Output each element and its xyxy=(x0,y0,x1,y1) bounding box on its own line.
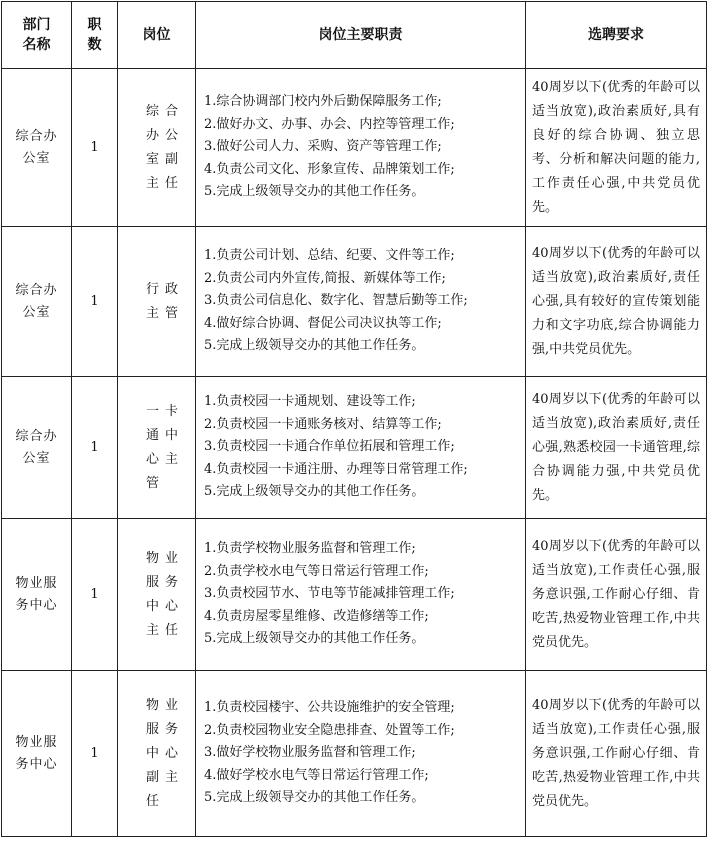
duty-item: 2.负责校园一卡通账务核对、结算等工作; xyxy=(204,416,442,432)
header-requirements: 选聘要求 xyxy=(526,2,707,69)
duty-item: 2.负责学校水电气等日常运行管理工作; xyxy=(204,563,429,579)
table-row xyxy=(2,227,707,377)
dept-cell: 综合办公室 xyxy=(2,377,72,519)
duties-cell xyxy=(196,69,526,227)
requirements-cell: 40周岁以下(优秀的年龄可以适当放宽),工作责任心强,服务意识强,工作耐心仔细、肯吃苦,热爱物业管理工作,中共党员优先。 xyxy=(526,671,707,837)
duty-item: 4.负责房屋零星维修、改造修缮等工作; xyxy=(204,608,429,624)
duty-item: 1.负责公司计划、总结、纪要、文件等工作; xyxy=(204,248,455,264)
duty-item: 5.完成上级领导交办的其他工作任务。 xyxy=(204,338,425,354)
duties-cell xyxy=(196,227,526,377)
duties-cell xyxy=(196,671,526,837)
duty-item: 4.负责校园一卡通注册、办理等日常管理工作; xyxy=(204,461,468,477)
count-cell: 1 xyxy=(72,227,118,377)
duties-cell xyxy=(196,519,526,671)
table-row xyxy=(2,519,707,671)
post-cell: 行政主管 xyxy=(118,227,196,377)
duty-item: 1.负责学校物业服务监督和管理工作; xyxy=(204,541,416,557)
table-row xyxy=(2,377,707,519)
header-row xyxy=(2,2,707,69)
count-cell: 1 xyxy=(72,377,118,519)
header-duties: 岗位主要职责 xyxy=(196,2,526,69)
duty-item: 5.完成上级领导交办的其他工作任务。 xyxy=(204,631,425,647)
duty-item: 4.做好综合协调、督促公司决议执等工作; xyxy=(204,315,442,331)
duties-cell xyxy=(196,377,526,519)
count-cell: 1 xyxy=(72,69,118,227)
duty-item: 3.负责公司信息化、数字化、智慧后勤等工作; xyxy=(204,293,468,309)
post-cell: 一卡通中心主管 xyxy=(118,377,196,519)
duty-item: 2.负责公司内外宣传,简报、新媒体等工作; xyxy=(204,270,446,286)
table-row xyxy=(2,69,707,227)
header-count: 职 数 xyxy=(72,2,118,69)
header-dept: 部门 名称 xyxy=(2,2,72,69)
duty-item: 4.做好学校水电气等日常运行管理工作; xyxy=(204,767,429,783)
requirements-cell: 40周岁以下(优秀的年龄可以适当放宽),政治素质好,责任心强,具有较好的宣传策划能力和文字功底,综合协调能力强,中共党员优先。 xyxy=(526,227,707,377)
duty-item: 3.负责校园一卡通合作单位拓展和管理工作; xyxy=(204,439,455,455)
duty-item: 5.完成上级领导交办的其他工作任务。 xyxy=(204,790,425,806)
dept-cell: 物业服务中心 xyxy=(2,519,72,671)
duty-item: 5.完成上级领导交办的其他工作任务。 xyxy=(204,184,425,200)
duty-item: 5.完成上级领导交办的其他工作任务。 xyxy=(204,484,425,500)
dept-cell: 综合办公室 xyxy=(2,69,72,227)
duty-item: 1.负责校园楼宇、公共设施维护的安全管理; xyxy=(204,700,455,716)
duty-item: 1.综合协调部门校内外后勤保障服务工作; xyxy=(204,94,442,110)
duty-item: 2.负责校园物业安全隐患排查、处置等工作; xyxy=(204,722,455,738)
duty-item: 2.做好办文、办事、办会、内控等管理工作; xyxy=(204,116,455,132)
post-cell: 物业服务中心副主任 xyxy=(118,671,196,837)
table-row xyxy=(2,671,707,837)
requirements-cell: 40周岁以下(优秀的年龄可以适当放宽),工作责任心强,服务意识强,工作耐心仔细、肯吃苦,热爱物业管理工作,中共党员优先。 xyxy=(526,519,707,671)
requirements-cell: 40周岁以下(优秀的年龄可以适当放宽),政治素质好,具有良好的综合协调、独立思考、分析和解决问题的能力,工作责任心强,中共党员优先。 xyxy=(526,69,707,227)
requirements-cell: 40周岁以下(优秀的年龄可以适当放宽),政治素质好,责任心强,熟悉校园一卡通管理,综合协调能力强,中共党员优先。 xyxy=(526,377,707,519)
count-cell: 1 xyxy=(72,519,118,671)
duty-item: 1.负责校园一卡通规划、建设等工作; xyxy=(204,394,416,410)
post-cell: 物业服务中心主任 xyxy=(118,519,196,671)
header-post: 岗位 xyxy=(118,2,196,69)
duty-item: 3.做好公司人力、采购、资产等管理工作; xyxy=(204,139,442,155)
count-cell: 1 xyxy=(72,671,118,837)
dept-cell: 物业服务中心 xyxy=(2,671,72,837)
duty-item: 3.负责校园节水、节电等节能减排管理工作; xyxy=(204,586,455,602)
duty-item: 3.做好学校物业服务监督和管理工作; xyxy=(204,745,416,761)
duty-item: 4.负责公司文化、形象宣传、品牌策划工作; xyxy=(204,161,455,177)
post-cell: 综合办公室副主任 xyxy=(118,69,196,227)
dept-cell: 综合办公室 xyxy=(2,227,72,377)
recruitment-table xyxy=(1,1,707,837)
